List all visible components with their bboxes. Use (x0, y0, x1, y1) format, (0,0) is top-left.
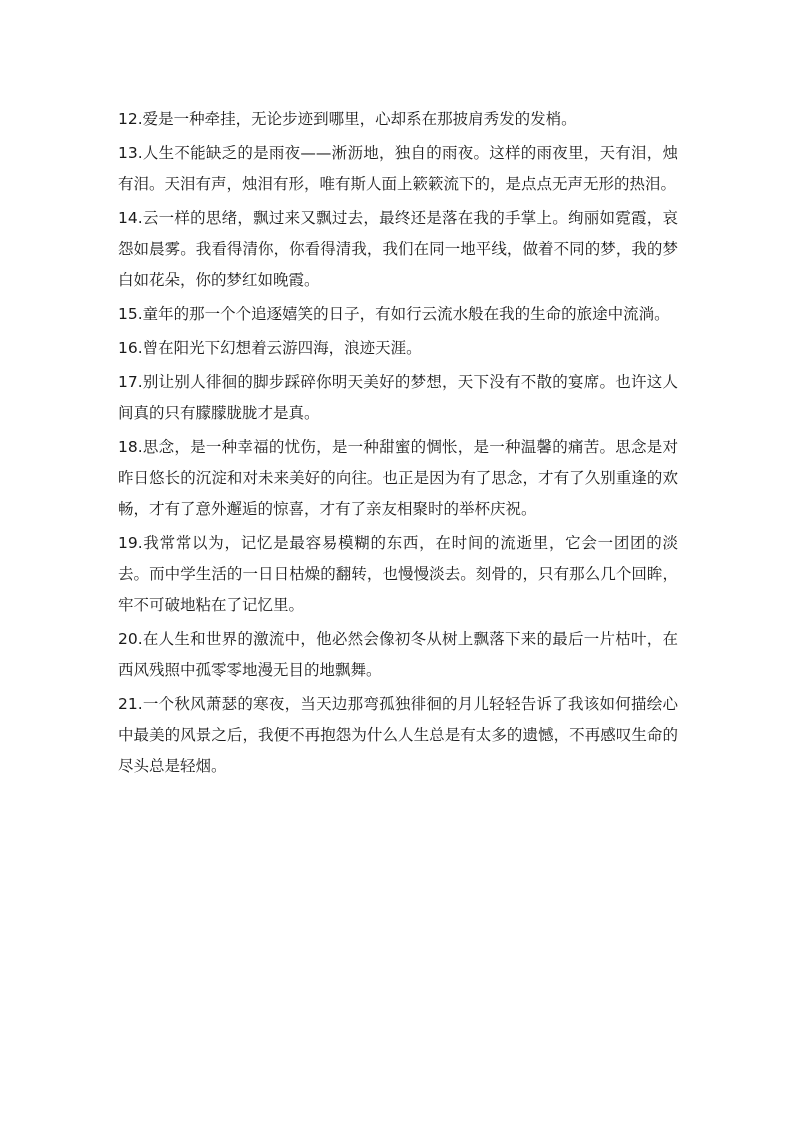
paragraph-19: 19.我常常以为，记忆是最容易模糊的东西，在时间的流逝里，它会一团团的淡去。而中学生活的一日日枯燥的翻转，也慢慢淡去。刻骨的，只有那么几个回眸，牢不可破地粘在了记忆里。 (118, 534, 678, 614)
paragraph-21: 21.一个秋风萧瑟的寒夜，当天边那弯孤独徘徊的月儿轻轻告诉了我该如何描绘心中最美的风景之后，我便不再抱怨为什么人生总是有太多的遗憾，不再感叹生命的尽头总是轻烟。 (118, 695, 678, 775)
paragraph-14: 14.云一样的思绪，飘过来又飘过去，最终还是落在我的手掌上。绚丽如霓霞，哀怨如晨雾。我看得清你，你看得清我，我们在同一地平线，做着不同的梦，我的梦白如花朵，你的梦红如晚霞。 (118, 209, 678, 289)
document-body (118, 104, 678, 785)
paragraph-15: 15.童年的那一个个追逐嬉笑的日子，有如行云流水般在我的生命的旅途中流淌。 (118, 305, 670, 323)
paragraph-16: 16.曾在阳光下幻想着云游四海，浪迹天涯。 (118, 339, 422, 357)
paragraph-18: 18.思念，是一种幸福的忧伤，是一种甜蜜的惆怅，是一种温馨的痛苦。思念是对昨日悠长的沉淀和对未来美好的向往。也正是因为有了思念，才有了久别重逢的欢畅，才有了意外邂逅的惊喜，才有了亲友相聚时的举杯庆祝。 (118, 438, 678, 518)
paragraph-20: 20.在人生和世界的激流中，他必然会像初冬从树上飘落下来的最后一片枯叶，在西风残照中孤零零地漫无目的地飘舞。 (118, 630, 678, 679)
paragraph-17: 17.别让别人徘徊的脚步踩碎你明天美好的梦想，天下没有不散的宴席。也许这人间真的只有朦朦胧胧才是真。 (118, 373, 678, 422)
paragraph-12: 12.爱是一种牵挂，无论步迹到哪里，心却系在那披肩秀发的发梢。 (118, 110, 577, 128)
paragraph-13: 13.人生不能缺乏的是雨夜——淅沥地，独自的雨夜。这样的雨夜里，天有泪，烛有泪。天泪有声，烛泪有形，唯有斯人面上簌簌流下的，是点点无声无形的热泪。 (118, 144, 678, 193)
